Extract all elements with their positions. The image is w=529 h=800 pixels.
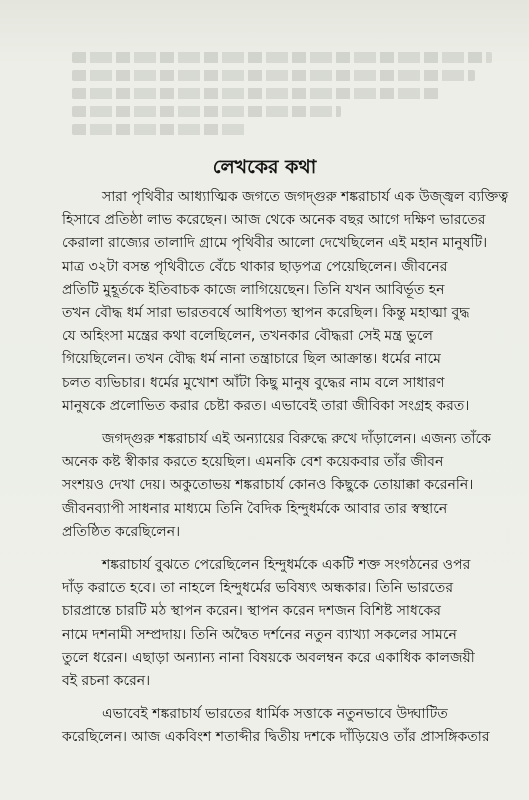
paragraph-1 [62,186,509,418]
text-line: সংশয়ও দেখা দেয়। অকুতোভয় শঙ্করাচার্য কোনও কিছুকে তোয়াক্কা করেননি। [62,477,474,494]
text-line: যে অহিংসা মন্ত্রের কথা বলেছিলেন, তখনকার বৌদ্ধরা সেই মন্ত্র ভুলে [62,328,433,345]
text-line: তুলে ধরেন। এছাড়া অন্যান্য নানা বিষয়কে অবলম্বন করে একাধিক কালজয়ী [62,649,475,666]
text-line: তখন বৌদ্ধ ধর্ম সারা ভারতবর্ষে আধিপত্য স্থাপন করেছিল। কিন্তু মহাত্মা বুদ্ধ [62,305,470,322]
text-line: সারা পৃথিবীর আধ্যাত্মিক জগতে জগদ্গুরু শঙ্করাচার্য এক উজ্জ্বল ব্যক্তিত্ব [102,189,509,205]
text-line: কেরালা রাজ্যের তালাদি গ্রামে পৃথিবীর আলো দেখেছিলেন এই মহান মানুষটি। [62,235,488,252]
text-line: দাঁড় করাতে হবে। তা নাহলে হিন্দুধর্মের ভবিষ্যৎ অন্ধকার। তিনি ভারতের [62,580,454,597]
body-text [62,186,509,750]
text-line: হিসাবে প্রতিষ্ঠা লাভ করেছেন। আজ থেকে অনেক বছর আগে দক্ষিণ ভারতের [62,212,486,229]
text-line: এভাবেই শঙ্করাচার্য ভারতের ধার্মিক সত্তাকে নতুনভাবে উদ্ঘাটিত [102,706,448,723]
text-line: প্রতিষ্ঠিত করেছিলেন। [62,523,181,540]
bleed-through-text [72,52,492,142]
page-title: লেখকের কথা [212,156,317,178]
text-line: প্রতিটি মুহূর্তকে ইতিবাচক কাজে লাগিয়েছেন। তিনি যখন আবির্ভূত হন [62,281,445,298]
text-line: চারপ্রান্তে চারটি মঠ স্থাপন করেন। স্থাপন করেন দশজন বিশিষ্ট সাধকের [62,603,441,620]
paragraph-3 [62,554,492,693]
text-line: মাত্র ৩২টা বসন্ত পৃথিবীতে বেঁচে থাকার ছাড়পত্র পেয়েছিলেন। জীবনের [62,258,448,275]
text-line: বই রচনা করেন। [62,673,151,690]
text-line: শঙ্করাচার্য বুঝতে পেরেছিলেন হিন্দুধর্মকে একটি শক্ত সংগঠনের ওপর [102,557,471,574]
paragraph-4 [62,703,492,749]
paragraph-2 [62,428,492,544]
text-line: অনেক কষ্ট স্বীকার করতে হয়েছিল। এমনকি বেশ কয়েকবার তাঁর জীবন [62,454,444,471]
text-line: গিয়েছিলেন। তখন বৌদ্ধ ধর্ম নানা তন্ত্রাচারে ছিল আক্রান্ত। ধর্মের নামে [62,351,441,368]
text-line: করেছিলেন। আজ একবিংশ শতাব্দীর দ্বিতীয় দশকে দাঁড়িয়েও তাঁর প্রাসঙ্গিকতার [62,729,490,746]
text-line: নামে দশনামী সম্প্রদায়। তিনি অদ্বৈত দর্শনের নতুন ব্যাখ্যা সকলের সামনে [62,626,457,643]
text-line: মানুষকে প্রলোভিত করার চেষ্টা করত। এভাবেই তারা জীবিকা সংগ্রহ করত। [62,397,470,414]
text-line: চলত ব্যভিচার। ধর্মের মুখোশ আঁটা কিছু মানুষ বুদ্ধের নাম বলে সাধারণ [62,374,445,391]
text-line: জীবনব্যাপী সাধনার মাধ্যমে তিনি বৈদিক হিন্দুধর্মকে আবার তার স্বস্থানে [62,500,448,517]
text-line: জগদ্গুরু শঙ্করাচার্য এই অন্যায়ের বিরুদ্ধে রুখে দাঁড়ালেন। এজন্য তাঁকে [102,431,491,448]
